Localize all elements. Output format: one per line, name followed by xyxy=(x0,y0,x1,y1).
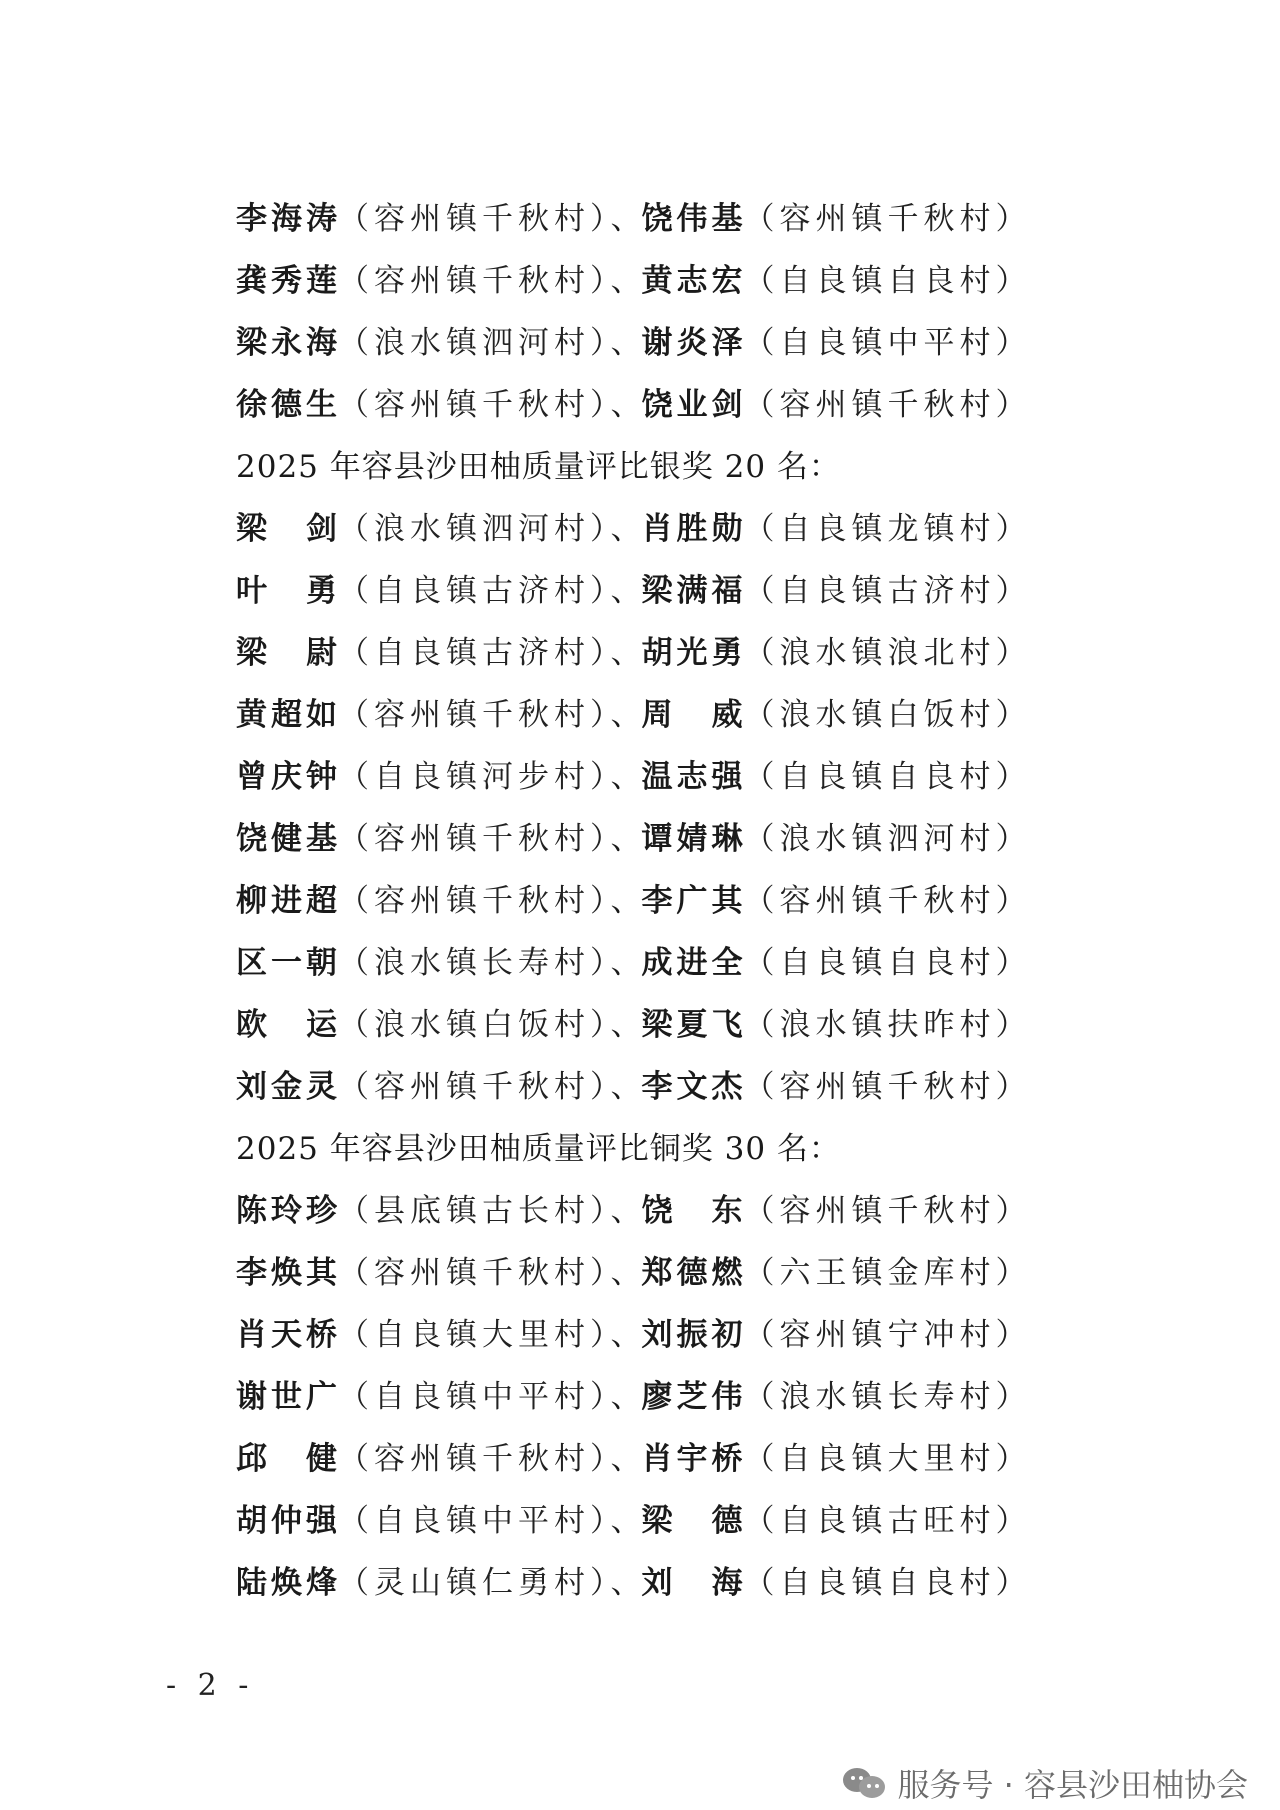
award-row xyxy=(236,1304,1066,1366)
winner-village: （县底镇古长村） xyxy=(338,1193,611,1229)
bronze-award-heading: 2025 年容县沙田柚质量评比铜奖 30 名： xyxy=(236,1131,841,1167)
winner-village: （自良镇中平村） xyxy=(743,325,1032,361)
winner-name: 饶业剑 xyxy=(641,387,744,423)
winner-name: 肖天桥 xyxy=(236,1317,338,1353)
winner-name: 李焕其 xyxy=(236,1255,338,1291)
award-row xyxy=(236,1056,1066,1118)
award-row xyxy=(236,250,1066,312)
winner-name: 饶伟基 xyxy=(641,201,744,237)
award-row xyxy=(236,1428,1066,1490)
winner-name: 黄超如 xyxy=(236,697,338,733)
separator: 、 xyxy=(610,1503,642,1539)
award-row xyxy=(236,932,1066,994)
separator: 、 xyxy=(610,945,642,981)
winner-name: 曾庆钟 xyxy=(236,759,338,795)
winner-village: （浪水镇长寿村） xyxy=(338,945,611,981)
award-row xyxy=(236,1180,1066,1242)
winner-village: （容州镇千秋村） xyxy=(338,883,611,919)
winner-name: 李文杰 xyxy=(641,1069,744,1105)
winner-name: 黄志宏 xyxy=(641,263,744,299)
page-number: - 2 - xyxy=(166,1668,255,1703)
separator: 、 xyxy=(610,1069,642,1105)
winner-name: 李广其 xyxy=(641,883,744,919)
award-row xyxy=(236,1552,1066,1614)
separator: 、 xyxy=(610,201,642,237)
separator: 、 xyxy=(610,263,642,299)
wechat-icon xyxy=(843,1766,887,1800)
winner-name: 徐德生 xyxy=(236,387,338,423)
winner-village: （浪水镇泗河村） xyxy=(338,325,611,361)
winner-name: 陈玲珍 xyxy=(236,1193,338,1229)
watermark xyxy=(843,1760,1248,1806)
separator: 、 xyxy=(610,511,642,547)
award-row xyxy=(236,684,1066,746)
winner-village: （浪水镇白饭村） xyxy=(338,1007,611,1043)
winner-name: 梁满福 xyxy=(641,573,744,609)
winner-village: （容州镇千秋村） xyxy=(338,1441,611,1477)
winner-village: （自良镇自良村） xyxy=(743,759,1032,795)
award-row xyxy=(236,188,1066,250)
winner-village: （自良镇大里村） xyxy=(743,1441,1032,1477)
winner-name: 饶健基 xyxy=(236,821,338,857)
award-row xyxy=(236,1490,1066,1552)
winner-name: 胡光勇 xyxy=(641,635,744,671)
winner-village: （浪水镇白饭村） xyxy=(743,697,1032,733)
winner-name: 梁 剑 xyxy=(236,511,338,547)
silver-award-heading: 2025 年容县沙田柚质量评比银奖 20 名： xyxy=(236,449,841,485)
winner-name: 肖宇桥 xyxy=(641,1441,744,1477)
winner-village: （自良镇龙镇村） xyxy=(743,511,1032,547)
award-row xyxy=(236,994,1066,1056)
winner-village: （容州镇千秋村） xyxy=(338,387,611,423)
winner-name: 龚秀莲 xyxy=(236,263,338,299)
winner-village: （自良镇自良村） xyxy=(743,945,1032,981)
winner-village: （自良镇自良村） xyxy=(743,263,1032,299)
winner-village: （容州镇千秋村） xyxy=(743,1193,1032,1229)
winner-village: （浪水镇长寿村） xyxy=(743,1379,1032,1415)
separator: 、 xyxy=(610,883,642,919)
winner-name: 叶 勇 xyxy=(236,573,338,609)
separator: 、 xyxy=(610,821,642,857)
separator: 、 xyxy=(610,1193,642,1229)
winner-village: （浪水镇泗河村） xyxy=(743,821,1032,857)
bronze-award-list xyxy=(236,1180,1066,1614)
winner-name: 欧 运 xyxy=(236,1007,338,1043)
winner-village: （灵山镇仁勇村） xyxy=(338,1565,611,1601)
winner-village: （浪水镇泗河村） xyxy=(338,511,611,547)
winner-village: （容州镇千秋村） xyxy=(743,1069,1032,1105)
gold-award-continued xyxy=(236,188,1066,436)
winner-village: （容州镇千秋村） xyxy=(338,697,611,733)
winner-village: （自良镇中平村） xyxy=(338,1379,611,1415)
winner-name: 谢世广 xyxy=(236,1379,338,1415)
winner-name: 陆焕烽 xyxy=(236,1565,338,1601)
award-row xyxy=(236,312,1066,374)
award-row xyxy=(236,622,1066,684)
winner-name: 刘 海 xyxy=(641,1565,744,1601)
winner-name: 刘振初 xyxy=(641,1317,744,1353)
separator: 、 xyxy=(610,759,642,795)
separator: 、 xyxy=(610,1007,642,1043)
winner-name: 胡仲强 xyxy=(236,1503,338,1539)
winner-village: （容州镇千秋村） xyxy=(338,821,611,857)
winner-name: 周 威 xyxy=(641,697,744,733)
award-row xyxy=(236,374,1066,436)
winner-name: 刘金灵 xyxy=(236,1069,338,1105)
winner-village: （容州镇千秋村） xyxy=(743,883,1032,919)
winner-village: （自良镇自良村） xyxy=(743,1565,1032,1601)
winner-village: （容州镇宁冲村） xyxy=(743,1317,1032,1353)
watermark-text: 服务号 · 容县沙田柚协会 xyxy=(897,1766,1248,1804)
winner-name: 谭婧琳 xyxy=(641,821,744,857)
winner-village: （容州镇千秋村） xyxy=(338,1069,611,1105)
winner-village: （自良镇古旺村） xyxy=(743,1503,1032,1539)
winner-name: 柳进超 xyxy=(236,883,338,919)
winner-name: 梁夏飞 xyxy=(641,1007,744,1043)
winner-village: （容州镇千秋村） xyxy=(743,387,1032,423)
award-row xyxy=(236,1242,1066,1304)
winner-village: （自良镇古济村） xyxy=(338,573,611,609)
winner-name: 廖芝伟 xyxy=(641,1379,744,1415)
winner-name: 梁永海 xyxy=(236,325,338,361)
winner-village: （自良镇古济村） xyxy=(338,635,611,671)
award-row xyxy=(236,808,1066,870)
award-list xyxy=(236,188,1066,1614)
award-row xyxy=(236,1366,1066,1428)
winner-village: （自良镇古济村） xyxy=(743,573,1032,609)
winner-name: 区一朝 xyxy=(236,945,338,981)
separator: 、 xyxy=(610,573,642,609)
winner-village: （容州镇千秋村） xyxy=(338,201,611,237)
winner-name: 肖胜勋 xyxy=(641,511,744,547)
winner-village: （六王镇金库村） xyxy=(743,1255,1032,1291)
winner-village: （浪水镇浪北村） xyxy=(743,635,1032,671)
winner-village: （容州镇千秋村） xyxy=(743,201,1032,237)
winner-name: 李海涛 xyxy=(236,201,338,237)
winner-village: （容州镇千秋村） xyxy=(338,263,611,299)
award-row xyxy=(236,746,1066,808)
separator: 、 xyxy=(610,325,642,361)
winner-name: 梁 德 xyxy=(641,1503,744,1539)
winner-village: （容州镇千秋村） xyxy=(338,1255,611,1291)
silver-award-list xyxy=(236,498,1066,1118)
winner-name: 饶 东 xyxy=(641,1193,744,1229)
separator: 、 xyxy=(610,1379,642,1415)
separator: 、 xyxy=(610,1317,642,1353)
winner-name: 郑德燃 xyxy=(641,1255,744,1291)
separator: 、 xyxy=(610,1441,642,1477)
award-row xyxy=(236,870,1066,932)
separator: 、 xyxy=(610,387,642,423)
winner-village: （自良镇大里村） xyxy=(338,1317,611,1353)
winner-name: 邱 健 xyxy=(236,1441,338,1477)
winner-name: 谢炎泽 xyxy=(641,325,744,361)
winner-village: （浪水镇扶昨村） xyxy=(743,1007,1032,1043)
award-row xyxy=(236,560,1066,622)
winner-name: 温志强 xyxy=(641,759,744,795)
separator: 、 xyxy=(610,635,642,671)
separator: 、 xyxy=(610,697,642,733)
winner-name: 梁 尉 xyxy=(236,635,338,671)
award-row xyxy=(236,498,1066,560)
winner-name: 成进全 xyxy=(641,945,744,981)
separator: 、 xyxy=(610,1255,642,1291)
winner-village: （自良镇中平村） xyxy=(338,1503,611,1539)
separator: 、 xyxy=(610,1565,642,1601)
winner-village: （自良镇河步村） xyxy=(338,759,611,795)
